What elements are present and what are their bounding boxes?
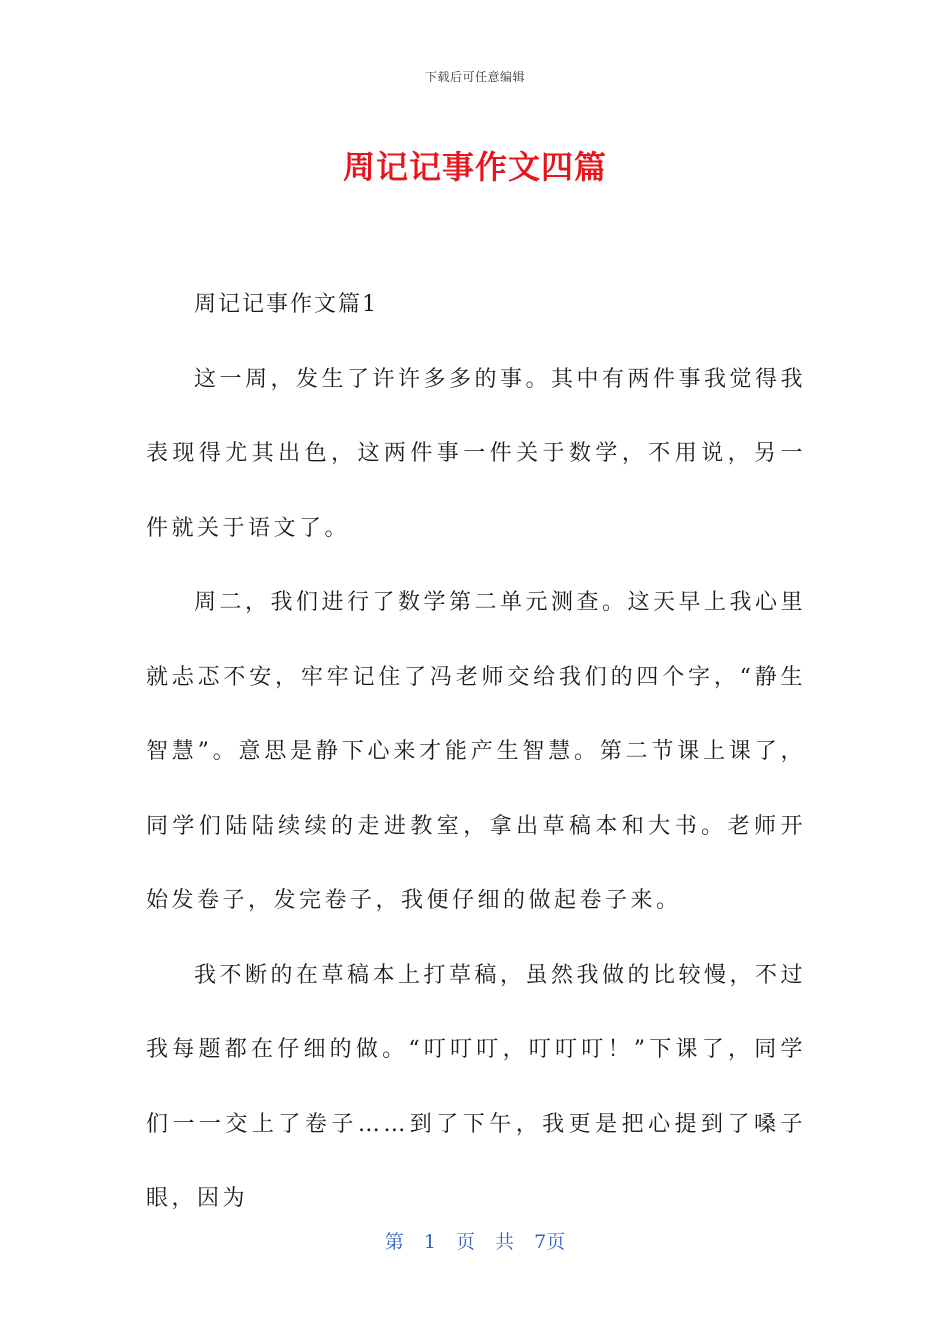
- header-note: 下载后可任意编辑: [424, 70, 525, 84]
- section-heading: 周记记事作文篇1: [194, 292, 378, 317]
- paragraph: 我不断的在草稿本上打草稿，虽然我做的比较慢，不过我每题都在仔细的做。“叮叮叮，叮叮叮！”下课了，同学们一一交上了卷子……到了下午，我更是把心提到了嗓子眼，因为: [146, 962, 807, 1211]
- document-body: [146, 268, 806, 1237]
- total-pages: 7页: [534, 1231, 566, 1253]
- current-page-number: 1: [423, 1231, 436, 1253]
- paragraph: 这一周，发生了许许多多的事。其中有两件事我觉得我表现得尤其出色，这两件事一件关于数学，不用说，另一件就关于语文了。: [146, 366, 807, 541]
- page-label: 页: [455, 1231, 475, 1253]
- page-indicator: [0, 1227, 950, 1254]
- document-title: 周记记事作文四篇: [342, 148, 607, 186]
- paragraph: 周二，我们进行了数学第二单元测查。这天早上我心里就忐忑不安，牢牢记住了冯老师交给我们的四个字，“静生智慧”。意思是静下心来才能产生智慧。第二节课上课了，同学们陆陆续续的走进教室，拿出草稿本和大书。老师开始发卷子，发完卷子，我便仔细的做起卷子来。: [146, 590, 807, 913]
- page-label-prefix: 第: [384, 1231, 404, 1253]
- total-label: 共: [495, 1231, 515, 1253]
